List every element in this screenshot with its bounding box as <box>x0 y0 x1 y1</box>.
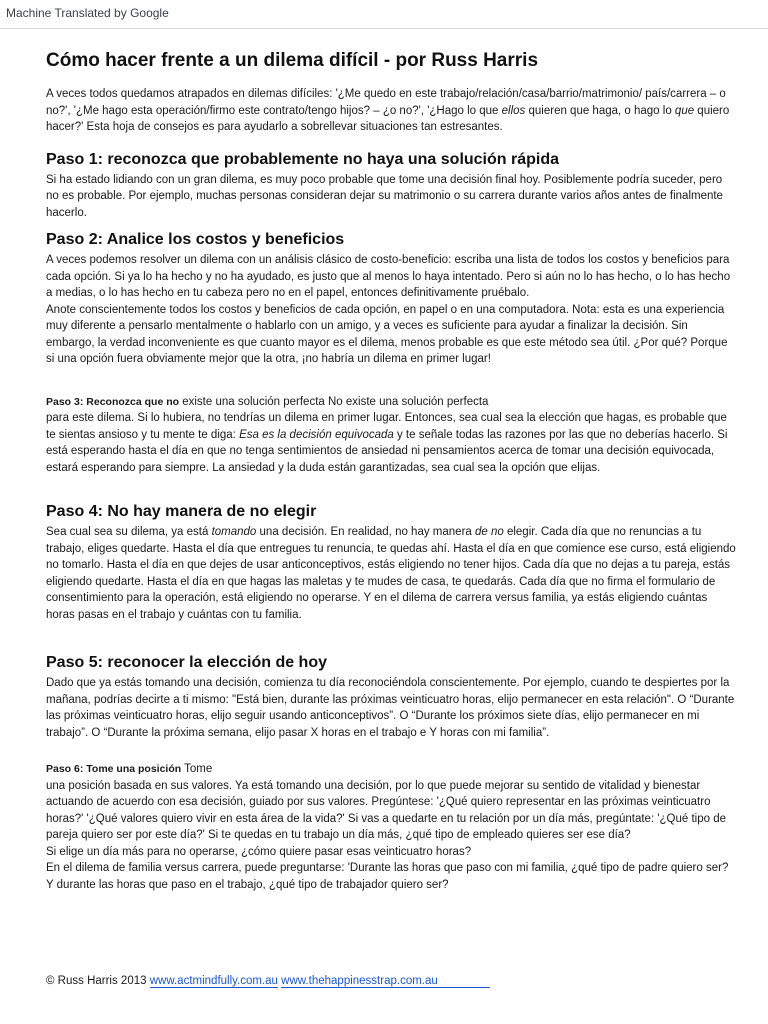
intro-text-1: A veces todos quedamos atrapados en dilemas difíciles: '¿Me quedo en este trabajo/relación/casa/barrio/matrimonio/ país/carrera – o no?', '¿Me hago esta operación/firmo este contrato/tengo hijos? – ¿o no?', '¿Hago lo que <box>46 88 726 117</box>
step-1-heading: Paso 1: reconozca que probablemente no haya una solución rápida <box>46 150 560 168</box>
step-3-text-2: y te señale todas las razones por las que no deberías hacerlo. Si está esperando hasta el día en que no tenga sentimientos de ansiedad ni pensamientos acerca de tomar una decisión equivocada, estará esperando para siempre. La ansiedad y la duda están garantizadas, sea cual sea la opción que elijas. <box>46 428 728 474</box>
step-3-section <box>46 394 736 477</box>
step-6-body-2: Si elige un día más para no operarse, ¿cómo quiere pasar esas veinticuatro horas? <box>46 845 472 858</box>
step-4-em-2: de no <box>474 526 504 538</box>
step-4-text-3: elegir. Cada día que no renuncias a tu trabajo, eliges quedarte. Hasta el día que entregues tu renuncia, te quedas ahí. Hasta el día en que comience ese curso, está eligiendo no tomarlo. Hasta el día en que dejes de usar anticonceptivos, estás eligiendo no tener hijos. Cada día que no dejas a tu pareja, estás eligiendo quedarte. Hasta el día en que hagas las maletas y te mudes de casa, te quedarás. Cada día que no firma el formulario de consentimiento para la operación, está eligiendo no operarse. Y en el dilema de carrera versus familia, ya estás eligiendo cuántas horas pasas en el trabajo y cuántas con tu familia. <box>46 526 736 621</box>
actmindfully-link[interactable]: www.actmindfully.com.au <box>149 975 278 987</box>
document-title: Cómo hacer frente a un dilema difícil - por Russ Harris <box>46 50 539 71</box>
step-3-em-1: Esa es la decisión equivocada <box>239 428 394 441</box>
step-4-section <box>46 502 736 623</box>
step-6-body-1: una posición basada en sus valores. Ya está tomando una decisión, por lo que puede mejorar su sentido de vitalidad y bienestar actuando de acuerdo con esa decisión, guiado por sus valores. Pregúntese: '¿Qué quiero representar en las próximas veinticuatro horas?' '¿Qué valores quiero vivir en esta área de la vida?' Si vas a quedarte en tu relación por un día más, pregúntate: '¿Qué tipo de pareja quiero ser por este día?' Si te quedas en tu trabajo un día más, ¿qué tipo de empleado quieres ser ese día? <box>46 779 727 841</box>
step-5-section <box>46 653 736 741</box>
translation-banner <box>0 0 768 29</box>
step-4-text-2: una decisión. En realidad, no hay manera <box>256 526 475 538</box>
happinesstrap-link[interactable] <box>281 975 438 988</box>
document-footer <box>46 973 490 988</box>
step-6-heading-rest: Tome <box>181 763 213 775</box>
step-4-body <box>46 524 736 623</box>
happinesstrap-link-domain: thehappinesstrap.com.au <box>308 975 438 987</box>
step-4-heading: Paso 4: No hay manera de no elegir <box>46 503 317 520</box>
step-3-body <box>46 410 736 476</box>
step-1-section <box>46 150 736 222</box>
step-5-body: Dado que ya estás tomando una decisión, comienza tu día reconociéndola conscientemente. Por ejemplo, cuando te despiertes por la mañana, podrías decirte a ti mismo: "Está bien, durante las próximas veinticuatro horas, elijo permanecer en esta relación". O “Durante las próximas veinticuatro horas, elijo seguir usando anticonceptivos”. O “Durante los próximos siete días, elijo permanecer en mi trabajo”. O “Durante la próxima semana, elijo pasar X horas en el trabajo e Y horas con mi familia”. <box>46 677 735 739</box>
step-3-heading-rest: existe una solución perfecta No existe una solución perfecta <box>179 395 489 408</box>
step-2-section <box>46 230 736 368</box>
step-3-text-1: para este dilema. Si lo hubiera, no tendrías un dilema en primer lugar. Entonces, sea cual sea la elección que hagas, es probable que te sientas ansioso y tu mente te diga: <box>46 412 727 441</box>
intro-text-2: quieren que haga, o hago lo <box>525 104 675 117</box>
step-2-body-1: A veces podemos resolver un dilema con un análisis clásico de costo-beneficio: escriba una lista de todos los costos y beneficios para cada opción. Si ya lo ha hecho y no ha ayudado, es justo que al menos lo haya intentado. Pero si aún no lo has hecho, o lo has hecho a medias, o lo has hecho en tu cabeza pero no en el papel, entonces definitivamente pruébalo. <box>46 254 731 299</box>
step-6-heading: Paso 6: Tome una posición <box>46 763 182 775</box>
step-6-heading-line <box>46 761 736 778</box>
step-5-heading: Paso 5: reconocer la elección de hoy <box>46 654 327 671</box>
intro-text-3: quiero hacer?' Esta hoja de consejos es para ayudarlo a sobrellevar situaciones tan estresantes. <box>46 104 730 133</box>
step-6-body-3: En el dilema de familia versus carrera, puede preguntarse: 'Durante las horas que paso con mi familia, ¿qué tipo de padre quiero ser? Y durante las horas que paso en el trabajo, ¿qué tipo de trabajador quiero ser? <box>46 862 729 891</box>
intro-em-1: ellos <box>501 104 526 117</box>
step-2-body-2: Anote conscientemente todos los costos y beneficios de cada opción, en papel o en una computadora. Nota: esta es una experiencia muy diferente a pensarlo mentalmente o hablarlo con un amigo, y a veces es suficiente para ayudar a finalizar la decisión. Sin embargo, la verdad inconveniente es que cuanto mayor es el dilema, menos probable es que este método sea útil. ¿Por qué? Porque si una opción fuera obviamente mejor que la otra, ¡no habría un dilema en primer lugar! <box>46 303 728 365</box>
step-4-em-1: tomando <box>211 526 257 538</box>
step-4-text-1: Sea cual sea su dilema, ya está <box>46 526 212 538</box>
intro-em-2: que <box>674 104 695 117</box>
document-page <box>46 48 736 893</box>
machine-translated-label: Machine Translated by Google <box>6 6 169 20</box>
link-underline-extension <box>438 973 490 988</box>
intro-paragraph <box>46 86 736 136</box>
step-1-body: Si ha estado lidiando con un gran dilema, es muy poco probable que tome una decisión final hoy. Posiblemente podría suceder, pero no es probable. Por ejemplo, muchas personas consideran dejar su matrimonio o su carrera durante varios años antes de finalmente hacerlo. <box>46 173 723 219</box>
step-3-heading-line <box>46 394 736 411</box>
step-6-section <box>46 761 736 893</box>
copyright-text: © Russ Harris 2013 <box>46 975 150 987</box>
step-2-heading: Paso 2: Analice los costos y beneficios <box>46 231 345 248</box>
step-3-heading: Paso 3: Reconozca que no <box>46 395 180 408</box>
happinesstrap-link-prefix: www. <box>281 975 309 987</box>
